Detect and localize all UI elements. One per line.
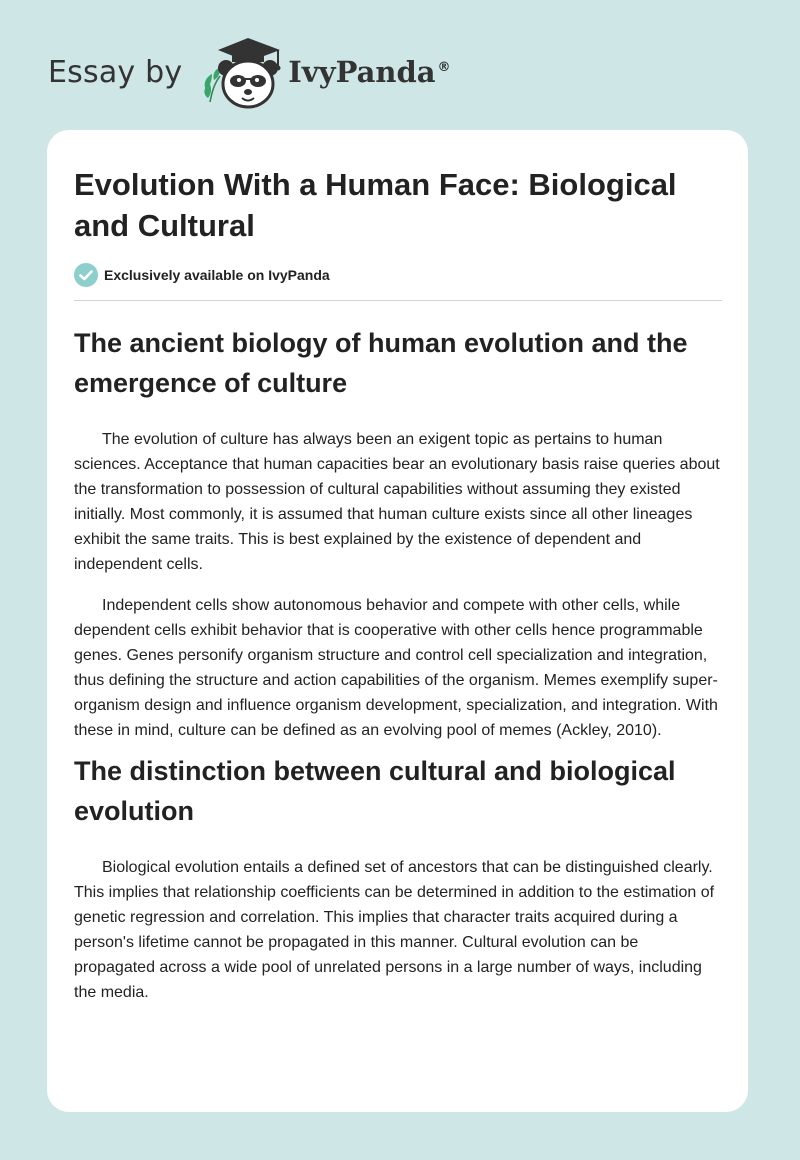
panda-graduate-icon [198,32,284,112]
section-distinction [74,751,722,1005]
essay-card [47,130,748,1112]
check-circle-icon [74,263,98,287]
section-heading: The distinction between cultural and biological evolution [74,756,676,826]
exclusive-label: Exclusively available on IvyPanda [104,267,330,283]
paragraph: Independent cells show autonomous behavior and compete with other cells, while dependent cells exhibit behavior that is cooperative with other cells hence programmable genes. Genes personify organism structure and control cell specialization and integration, thus defining the structure and action capabilities of the organism. Memes exemplify super-organism design and influence organism development, specialization, and integration. With these in mind, culture can be defined as an evolving pool of memes (Ackley, 2010). [74,597,718,739]
section-ancient-biology [74,323,722,743]
brand-header [48,32,451,112]
section-heading: The ancient biology of human evolution and the emergence of culture [74,328,688,398]
paragraph: Biological evolution entails a defined set of ancestors that can be distinguished clearly. This implies that relationship coefficients can be determined in addition to the estimation of genetic regression and correlation. This implies that character traits acquired during a person's lifetime cannot be propagated in this manner. Cultural evolution can be propagated across a wide pool of unrelated persons in a large number of ways, including the media. [74,859,715,1001]
brand-name: IvyPanda ® [288,55,451,89]
brand-prefix: Essay by [48,54,183,90]
exclusive-badge [74,262,722,288]
title-divider [74,300,722,301]
paragraph: The evolution of culture has always been an exigent topic as pertains to human sciences. Acceptance that human capacities bear an evolutionary basis raise queries about the transformation to possession of cultural capabilities without assuming they existed initially. Most commonly, it is assumed that human culture exists since all other lineages exhibit the same traits. This is best explained by the existence of dependent and independent cells. [74,431,720,573]
essay-title: Evolution With a Human Face: Biological and Cultural [74,167,677,243]
registered-mark: ® [437,60,451,76]
